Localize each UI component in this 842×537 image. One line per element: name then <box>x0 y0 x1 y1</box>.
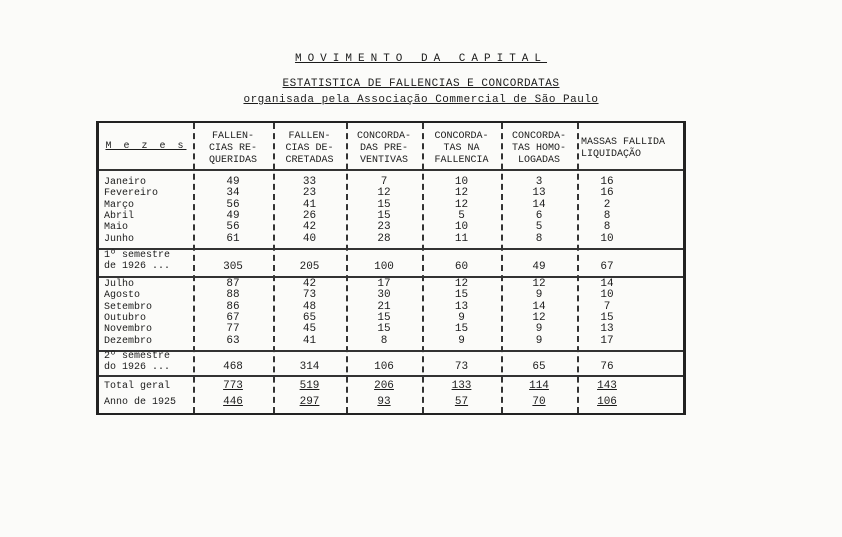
table-cell: 17 <box>600 334 614 347</box>
row-label: Agosto <box>104 290 141 302</box>
table-cell: 56 <box>226 198 240 211</box>
table-cell: 8 <box>603 209 611 222</box>
table-cell: 49 <box>226 176 240 188</box>
table-cell: 7 <box>603 300 611 313</box>
table-cell: 87 <box>226 278 240 290</box>
header-col1: FALLEN- CIAS RE- QUERIDAS <box>208 131 257 166</box>
table-cell: 9 <box>535 334 543 347</box>
table-cell: 11 <box>454 232 469 245</box>
table-cell: 28 <box>377 232 391 245</box>
table-cell: 45 <box>302 323 317 336</box>
table-cell: 57 <box>454 396 469 408</box>
table-cell: 88 <box>226 289 240 302</box>
table-cell: 42 <box>302 221 317 234</box>
table-cell: 41 <box>302 334 317 347</box>
table-cell: 8 <box>535 232 543 245</box>
table-cell: 73 <box>454 361 469 373</box>
table-cell: 34 <box>226 187 240 200</box>
row-label: 1º semestre de 1926 ... <box>104 250 171 272</box>
table-cell: 8 <box>603 221 611 234</box>
table-cell: 5 <box>535 221 543 234</box>
statistics-table <box>96 121 686 415</box>
table-cell: 12 <box>454 187 469 200</box>
table-cell: 10 <box>454 176 469 188</box>
table-cell: 67 <box>226 311 240 324</box>
table-cell: 14 <box>532 198 546 211</box>
row-label: 2º semestre do 1926 ... <box>104 351 171 373</box>
table-cell: 16 <box>600 176 614 188</box>
table-cell: 6 <box>535 209 543 222</box>
table-cell: 106 <box>374 361 394 373</box>
table-cell: 13 <box>532 187 546 200</box>
table-cell: 773 <box>223 380 243 392</box>
table-cell: 519 <box>299 380 320 392</box>
row-label: Maio <box>104 222 129 234</box>
table-cell: 60 <box>454 261 469 273</box>
table-cell: 446 <box>223 396 243 408</box>
table-cell: 9 <box>458 311 465 324</box>
table-cell: 133 <box>451 380 472 392</box>
table-cell: 63 <box>226 334 240 347</box>
table-cell: 13 <box>454 300 469 313</box>
header-meses: M e z e s <box>105 141 187 152</box>
totals-rule <box>99 375 683 377</box>
row-label: Outubro <box>104 312 147 324</box>
table-cell: 114 <box>529 380 549 392</box>
table-cell: 10 <box>600 232 614 245</box>
row-label: Novembro <box>104 324 153 336</box>
first-semester-rule <box>99 248 683 250</box>
table-cell: 76 <box>600 361 614 373</box>
page-subtitle: ESTATISTICA DE FALLENCIAS E CONCORDATAS <box>282 78 560 90</box>
table-cell: 93 <box>377 396 391 408</box>
table-cell: 26 <box>302 209 317 222</box>
table-cell: 86 <box>226 300 240 313</box>
table-cell: 305 <box>223 261 243 273</box>
table-cell: 5 <box>458 209 465 222</box>
table-cell: 100 <box>374 261 394 273</box>
table-cell: 17 <box>377 278 391 290</box>
table-cell: 12 <box>454 278 469 290</box>
row-label: Anno de 1925 <box>104 397 177 408</box>
table-cell: 9 <box>458 334 465 347</box>
header-rule <box>99 169 683 171</box>
row-label: Total geral <box>104 381 171 392</box>
page-title: MOVIMENTO DA CAPITAL <box>294 53 548 65</box>
header-col2: FALLEN- CIAS DE- CRETADAS <box>285 131 334 166</box>
table-cell: 70 <box>532 396 546 408</box>
row-label: Julho <box>104 279 135 290</box>
table-cell: 10 <box>454 221 469 234</box>
row-label: Março <box>104 199 135 211</box>
table-cell: 65 <box>532 361 546 373</box>
table-cell: 21 <box>377 300 391 313</box>
second-semester-rule <box>99 350 683 352</box>
table-cell: 77 <box>226 323 240 336</box>
table-cell: 61 <box>226 232 240 245</box>
table-cell: 49 <box>532 261 546 273</box>
table-cell: 297 <box>299 396 320 408</box>
table-cell: 30 <box>377 289 391 302</box>
table-cell: 468 <box>223 361 243 373</box>
table-cell: 67 <box>600 261 614 273</box>
table-cell: 48 <box>302 300 317 313</box>
header-col4: CONCORDA- TAS NA FALLENCIA <box>434 131 489 166</box>
row-label: Dezembro <box>104 335 153 347</box>
table-cell: 15 <box>454 323 469 336</box>
table-cell: 9 <box>535 289 543 302</box>
table-cell: 41 <box>302 198 317 211</box>
table-cell: 206 <box>374 380 394 392</box>
table-cell: 15 <box>377 209 391 222</box>
row-label: Junho <box>104 233 135 245</box>
table-cell: 205 <box>299 261 320 273</box>
table-cell: 15 <box>377 198 391 211</box>
table-cell: 15 <box>377 323 391 336</box>
row-label: Setembro <box>104 301 153 313</box>
table-cell: 15 <box>377 311 391 324</box>
table-cell: 7 <box>380 176 388 188</box>
table-cell: 12 <box>377 187 391 200</box>
first-semester-end-rule <box>99 276 683 278</box>
table-cell: 73 <box>302 289 317 302</box>
header-col5: CONCORDA- TAS HOMO- LOGADAS <box>511 131 566 166</box>
row-label: Abril <box>104 210 135 222</box>
page-caption: organisada pela Associação Commercial de São Paulo <box>243 94 599 106</box>
header-col6: MASSAS FALLIDA LIQUIDAÇÃO <box>581 137 666 160</box>
row-label: Janeiro <box>104 177 147 188</box>
table-cell: 23 <box>302 187 317 200</box>
table-cell: 42 <box>302 278 317 290</box>
table-cell: 9 <box>535 323 543 336</box>
table-cell: 40 <box>302 232 317 245</box>
header-col3: CONCORDA- DAS PRE- VENTIVAS <box>356 131 411 166</box>
table-cell: 15 <box>454 289 469 302</box>
table-cell: 3 <box>535 176 543 188</box>
table-cell: 143 <box>597 380 617 392</box>
table-cell: 14 <box>532 300 546 313</box>
table-cell: 15 <box>600 311 614 324</box>
table-cell: 2 <box>603 198 611 211</box>
row-label: Fevereiro <box>104 188 159 200</box>
table-cell: 12 <box>532 278 546 290</box>
table-cell: 10 <box>600 289 614 302</box>
table-cell: 56 <box>226 221 240 234</box>
table-cell: 12 <box>532 311 546 324</box>
table-cell: 65 <box>302 311 317 324</box>
table-cell: 16 <box>600 187 614 200</box>
table-cell: 14 <box>600 278 614 290</box>
table-cell: 8 <box>380 334 388 347</box>
table-cell: 13 <box>600 323 614 336</box>
table-cell: 49 <box>226 209 240 222</box>
table-cell: 106 <box>597 396 617 408</box>
table-cell: 314 <box>299 361 320 373</box>
table-cell: 23 <box>377 221 391 234</box>
table-cell: 33 <box>302 176 317 188</box>
table-cell: 12 <box>454 198 469 211</box>
